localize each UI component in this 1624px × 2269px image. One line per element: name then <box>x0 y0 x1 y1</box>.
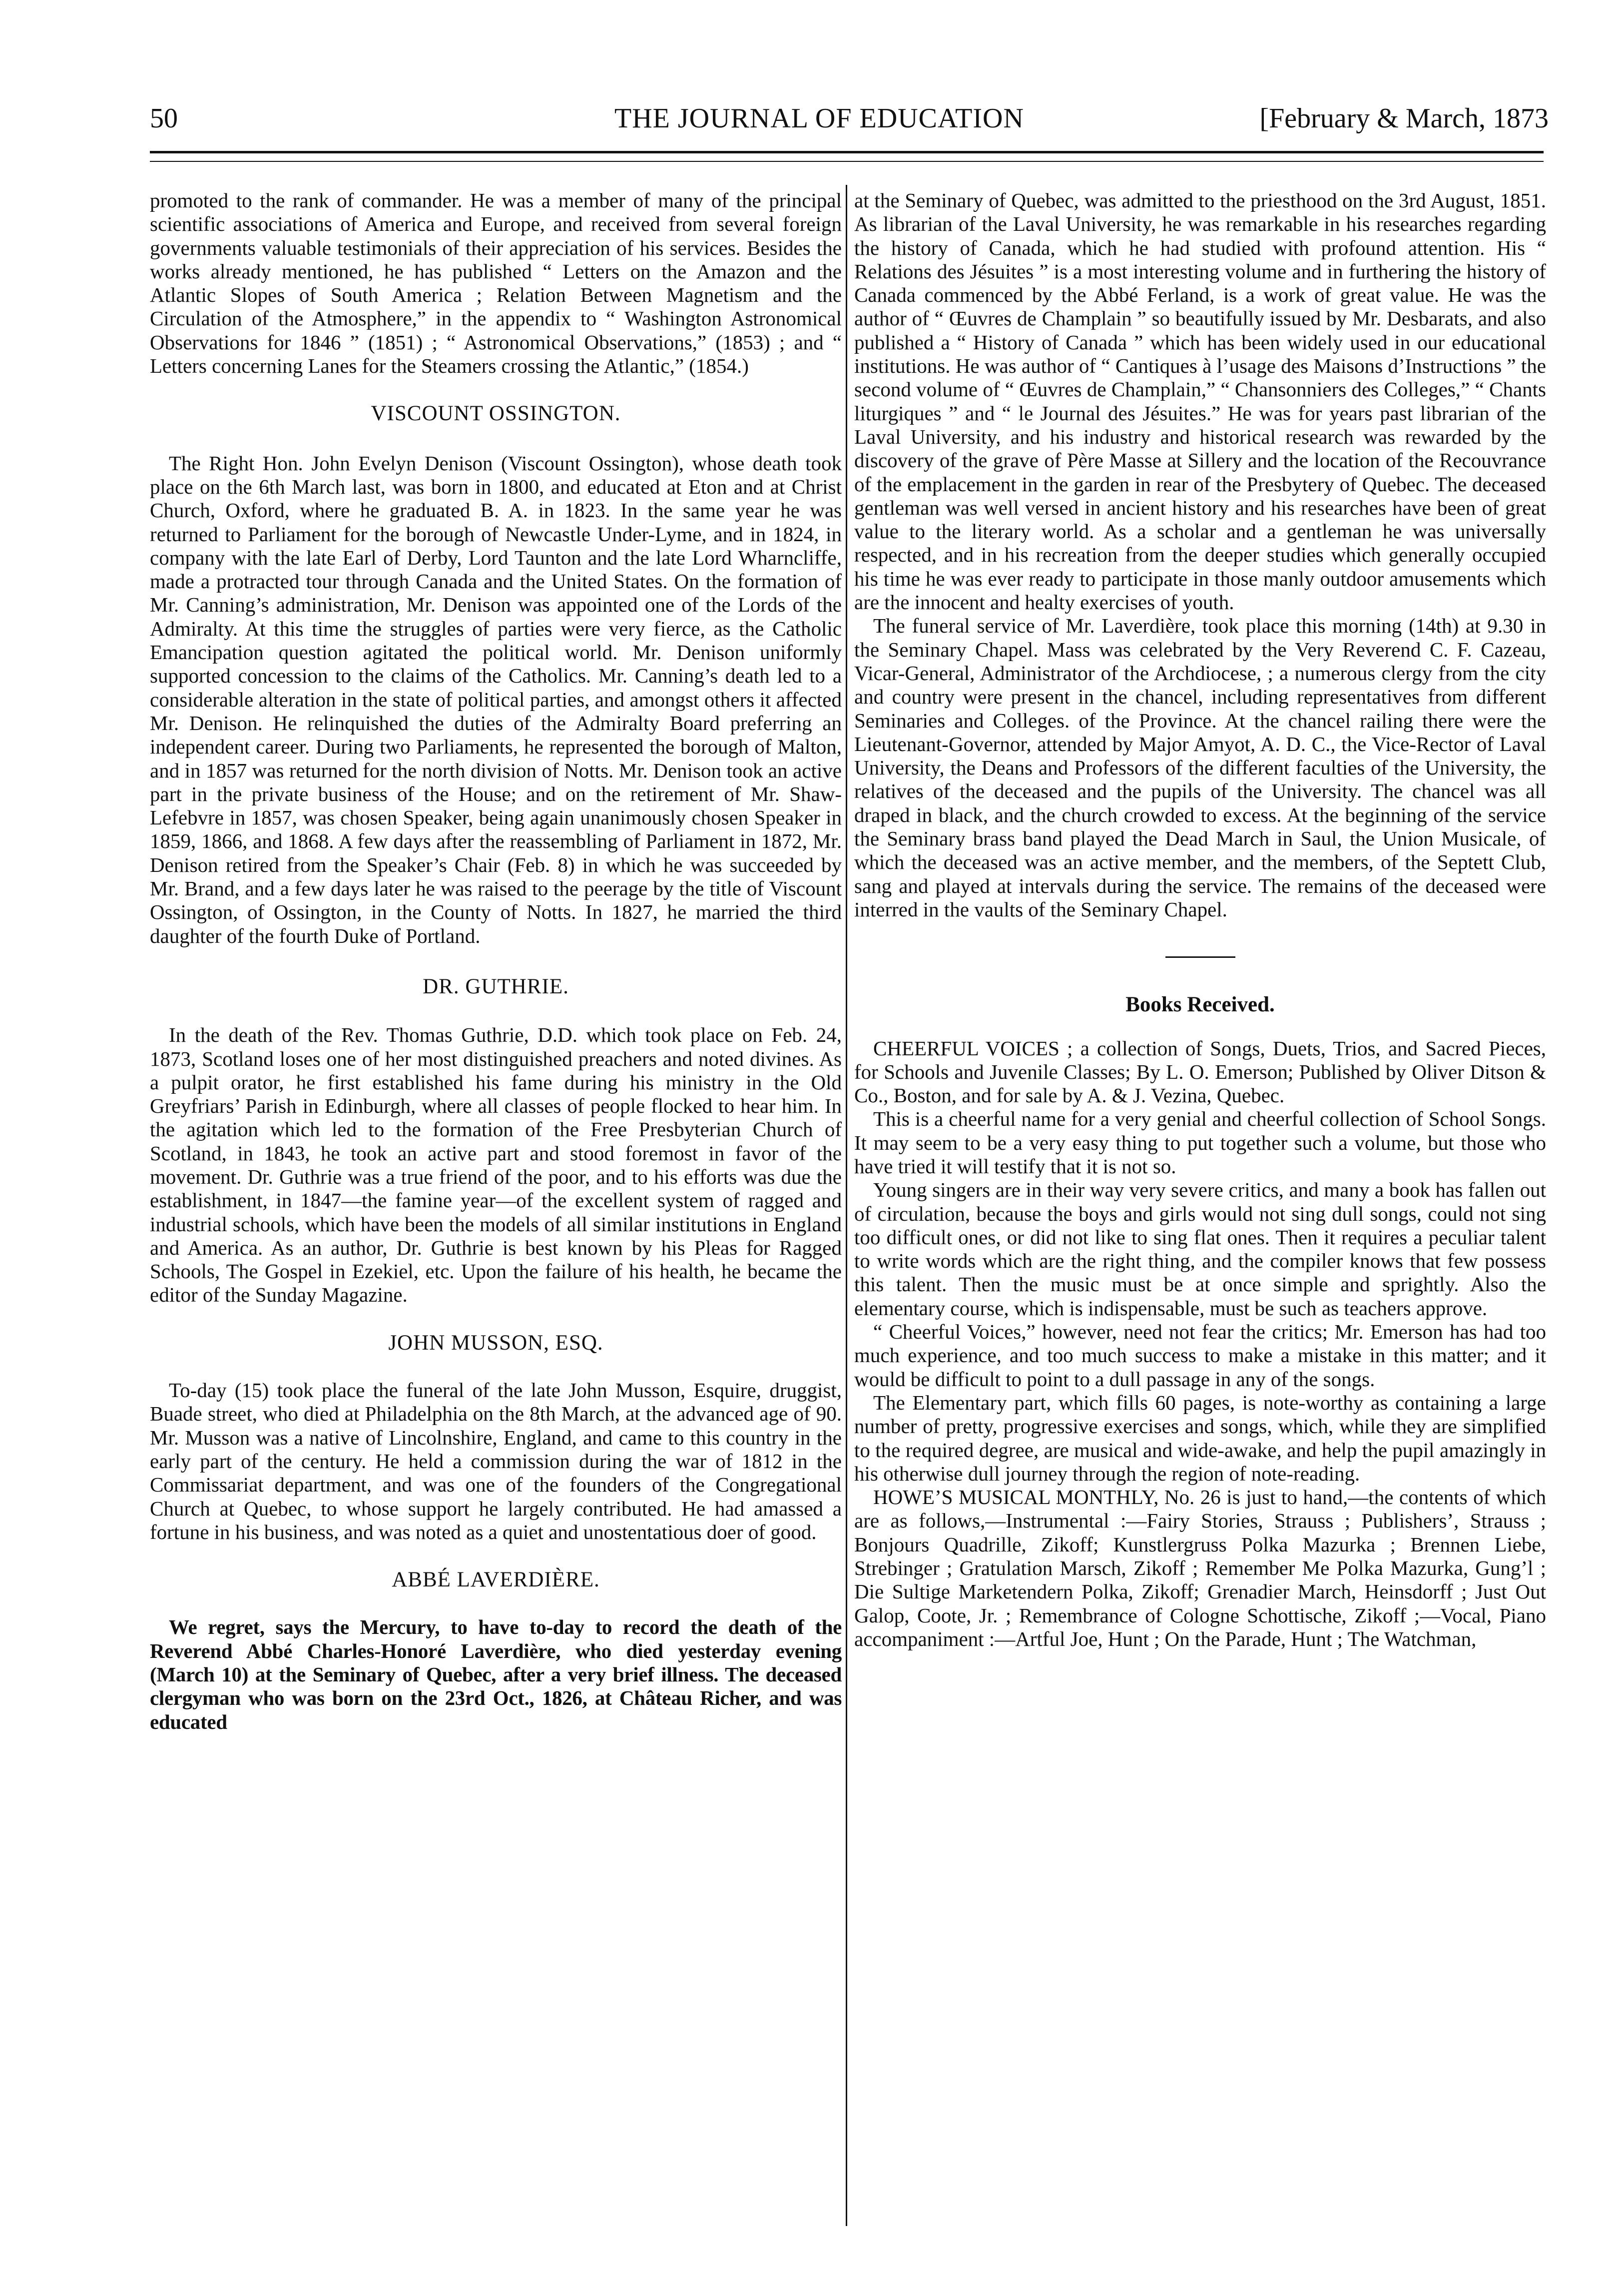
running-header <box>150 102 1549 137</box>
right-column <box>854 189 1546 1651</box>
laverdiere-obituary-continued: at the Seminary of Quebec, was admitted to the priesthood on the 3rd August, 1851. As librarian of the Laval University, he was remarkable in his researches regarding the history of Canada, which he had studied with profound attention. His “ Relations des Jésuites ” is a most interesting volume and in furthering the history of Canada commenced by the Abbé Ferland, is a work of great value. He was the author of “ Œuvres de Champlain ” so beautifully issued by Mr. Desbarats, and also published a “ History of Canada ” which has been widely used in our educational institutions. He was author of “ Cantiques à l’usage des Maisons d’Instructions ” the second volume of “ Œuvres de Champlain,” “ Chansonniers des Colleges,” “ Chants liturgiques ” and “ le Journal des Jésuites.” He was for years past librarian of the Laval University, and his industry and historical research was rewarded by the discovery of the grave of Père Masse at Sillery and the location of the Recouvrance of the emplacement in the garden in rear of the Presbytery of Quebec. The deceased gentleman was well versed in ancient history and his researches have been of great value to the literary world. As a scholar and a gentleman he was universally respected, and in his recreation from the deeper studies which generally occupied his time he was ever ready to participate in those manly outdoor amusements which are the innocent and healty exercises of youth. <box>854 189 1546 614</box>
laverdiere-heading: ABBÉ LAVERDIÈRE. <box>392 1568 600 1592</box>
musson-heading: JOHN MUSSON, ESQ. <box>388 1331 603 1355</box>
review-paragraph-4: The Elementary part, which fills 60 pages, is note-worthy as containing a large number of pretty, progressive exercises and songs, which, while they are simplified to the required degree, are musical and wide-awake, and help the pupil amazingly in his otherwise dull journey through the region of note-reading. <box>854 1391 1546 1485</box>
funeral-service-paragraph: The funeral service of Mr. Laverdière, took place this morning (14th) at 9.30 in the Seminary Chapel. Mass was celebrated by the Very Reverend C. F. Cazeau, Vicar-General, Administrator of the Archdiocese, ; a numerous clergy from the city and country were present in the chancel, including representatives from different Seminaries and Colleges. of the Province. At the chancel railing there were the Lieutenant-Governor, attended by Major Amyot, A. D. C., the Vice-Rector of Laval University, the Deans and Professors of the different faculties of the University, the relatives of the deceased and the pupils of the University. The chancel was all draped in black, and the church crowded to excess. At the beginning of the service the Seminary brass band played the Dead March in Saul, the Union Musicale, of which the deceased was an active member, and the members, of the Septett Club, sang and played at intervals during the service. The remains of the deceased were interred in the vaults of the Seminary Chapel. <box>854 614 1546 921</box>
cheerful-voices-entry: CHEERFUL VOICES ; a collection of Songs, Duets, Trios, and Sacred Pieces, for Schools and Juvenile Classes; By L. O. Emerson; Published by Oliver Ditson & Co., Boston, and for sale by A. & J. Vezina, Quebec. <box>854 1036 1546 1107</box>
guthrie-obituary: In the death of the Rev. Thomas Guthrie, D.D. which took place on Feb. 24, 1873, Scotland loses one of her most distinguished preachers and noted divines. As a pulpit orator, he first established his fame during his ministry in the Old Greyfriars’ Parish in Edinburgh, where all classes of people flocked to hear him. In the agitation which led to the formation of the Free Presbyterian Church of Scotland, in 1843, he took an active part and stood foremost in favor of the movement. Dr. Guthrie was a true friend of the poor, and to his efforts was due the establishment, in 1847—the famine year—of the excellent system of ragged and industrial schools, which have been the models of all similar institutions in England and America. As an author, Dr. Guthrie is best known by his Pleas for Ragged Schools, The Gospel in Ezekiel, etc. Upon the failure of his health, he became the editor of the Sunday Magazine. <box>150 1023 842 1307</box>
left-column <box>150 189 842 1734</box>
ossington-heading: VISCOUNT OSSINGTON. <box>371 402 621 426</box>
header-rule-thin <box>150 161 1544 162</box>
page-number: 50 <box>150 103 178 134</box>
review-paragraph-1: This is a cheerful name for a very genial and cheerful collection of School Songs. It may seem to be a very easy thing to put together such a volume, but those who have tried it will testify that it is not so. <box>854 1107 1546 1178</box>
laverdiere-obituary-start: We regret, says the Mercury, to have to-day to record the death of the Reverend Abbé Charles-Honoré Laverdière, who died yesterday evening (March 10) at the Seminary of Quebec, after a very brief illness. The deceased clergyman who was born on the 23rd Oct., 1826, at Château Richer, and was educated <box>150 1615 842 1733</box>
books-received-heading: Books Received. <box>1125 993 1275 1017</box>
maury-obituary-conclusion: promoted to the rank of commander. He was a member of many of the principal scientific associations of America and Europe, and received from several foreign governments valuable testimonials of their appreciation of his services. Besides the works already mentioned, he has published “ Letters on the Amazon and the Atlantic Slopes of South America ; Relation Between Magnetism and the Circulation of the Atmosphere,” in the appendix to “ Washington Astronomical Observations for 1846 ” (1851) ; “ Astronomical Observations,” (1853) ; and “ Letters concerning Lanes for the Steamers crossing the Atlantic,” (1854.) <box>150 189 842 378</box>
review-paragraph-2: Young singers are in their way very severe critics, and many a book has fallen out of circulation, because the boys and girls would not sing dull songs, could not sing too difficult ones, or did not like to sing flat ones. Then it requires a peculiar talent to write words which are the right thing, and the compiler knows that few possess this talent. Then the music must be at once simple and sprightly. Also the elementary course, which is indispensable, must be such as teachers approve. <box>854 1178 1546 1320</box>
review-paragraph-3: “ Cheerful Voices,” however, need not fear the critics; Mr. Emerson has had too much experience, and too much success to make a mistake in this matter; and it would be difficult to point to a dull passage in any of the songs. <box>854 1320 1546 1391</box>
column-divider <box>846 185 847 2226</box>
ossington-obituary: The Right Hon. John Evelyn Denison (Viscount Ossington), whose death took place on the 6th March last, was born in 1800, and educated at Eton and at Christ Church, Oxford, where he graduated B. A. in 1823. In the same year he was returned to Parliament for the borough of Newcastle Under-Lyme, and in 1824, in company with the late Earl of Derby, Lord Taunton and the late Lord Wharncliffe, made a protracted tour through Canada and the United States. On the formation of Mr. Canning’s administration, Mr. Denison was appointed one of the Lords of the Admiralty. At this time the struggles of parties were very fierce, as the Catholic Emancipation question agitated the political world. Mr. Denison uniformly supported concession to the claims of the Catholics. Mr. Canning’s death led to a considerable alteration in the state of political parties, and amongst others it affected Mr. Denison. He relinquished the duties of the Admiralty Board preferring an independent career. During two Parliaments, he represented the borough of Malton, and in 1857 was returned for the north division of Notts. Mr. Denison took an active part in the private business of the House; and on the retirement of Mr. Shaw-Lefebvre in 1857, was chosen Speaker, being again unanimously chosen Speaker in 1859, 1866, and 1868. A few days after the reassembling of Parliament in 1872, Mr. Denison retired from the Speaker’s Chair (Feb. 8) in which he was succeeded by Mr. Brand, and a few days later he was raised to the peerage by the title of Viscount Ossington, of Ossington, in the County of Notts. In 1827, he married the third daughter of the fourth Duke of Portland. <box>150 451 842 947</box>
guthrie-heading: DR. GUTHRIE. <box>423 974 569 998</box>
musson-obituary: To-day (15) took place the funeral of the late John Musson, Esquire, druggist, Buade street, who died at Philadelphia on the 8th March, at the advanced age of 90. Mr. Musson was a native of Lincolnshire, England, and came to this country in the early part of the century. He held a commission during the war of 1812 in the Commissariat department, and was one of the founders of the Congregational Church at Quebec, to whose support he largely contributed. He had amassed a fortune in his business, and was noted as a quiet and unostentatious doer of good. <box>150 1379 842 1543</box>
header-rule-thick <box>150 151 1544 153</box>
journal-title: THE JOURNAL OF EDUCATION <box>614 103 1024 134</box>
howes-musical-monthly-entry: HOWE’S MUSICAL MONTHLY, No. 26 is just to hand,—the contents of which are as follows,—Instrumental :—Fairy Stories, Strauss ; Publishers’, Strauss ; Bonjours Quadrille, Zikoff; Kunstlergruss Polka Mazurka ; Brennen Liebe, Strebinger ; Gratulation Marsch, Zikoff ; Remember Me Polka Mazurka, Gung’l ; Die Sultige Marketendern Polka, Zikoff; Grenadier March, Heinsdorff ; Just Out Galop, Coote, Jr. ; Remembrance of Cologne Schottische, Zikoff ;—Vocal, Piano accompaniment :—Artful Joe, Hunt ; On the Parade, Hunt ; The Watchman, <box>854 1486 1546 1650</box>
issue-date: [February & March, 1873 <box>1259 103 1549 134</box>
